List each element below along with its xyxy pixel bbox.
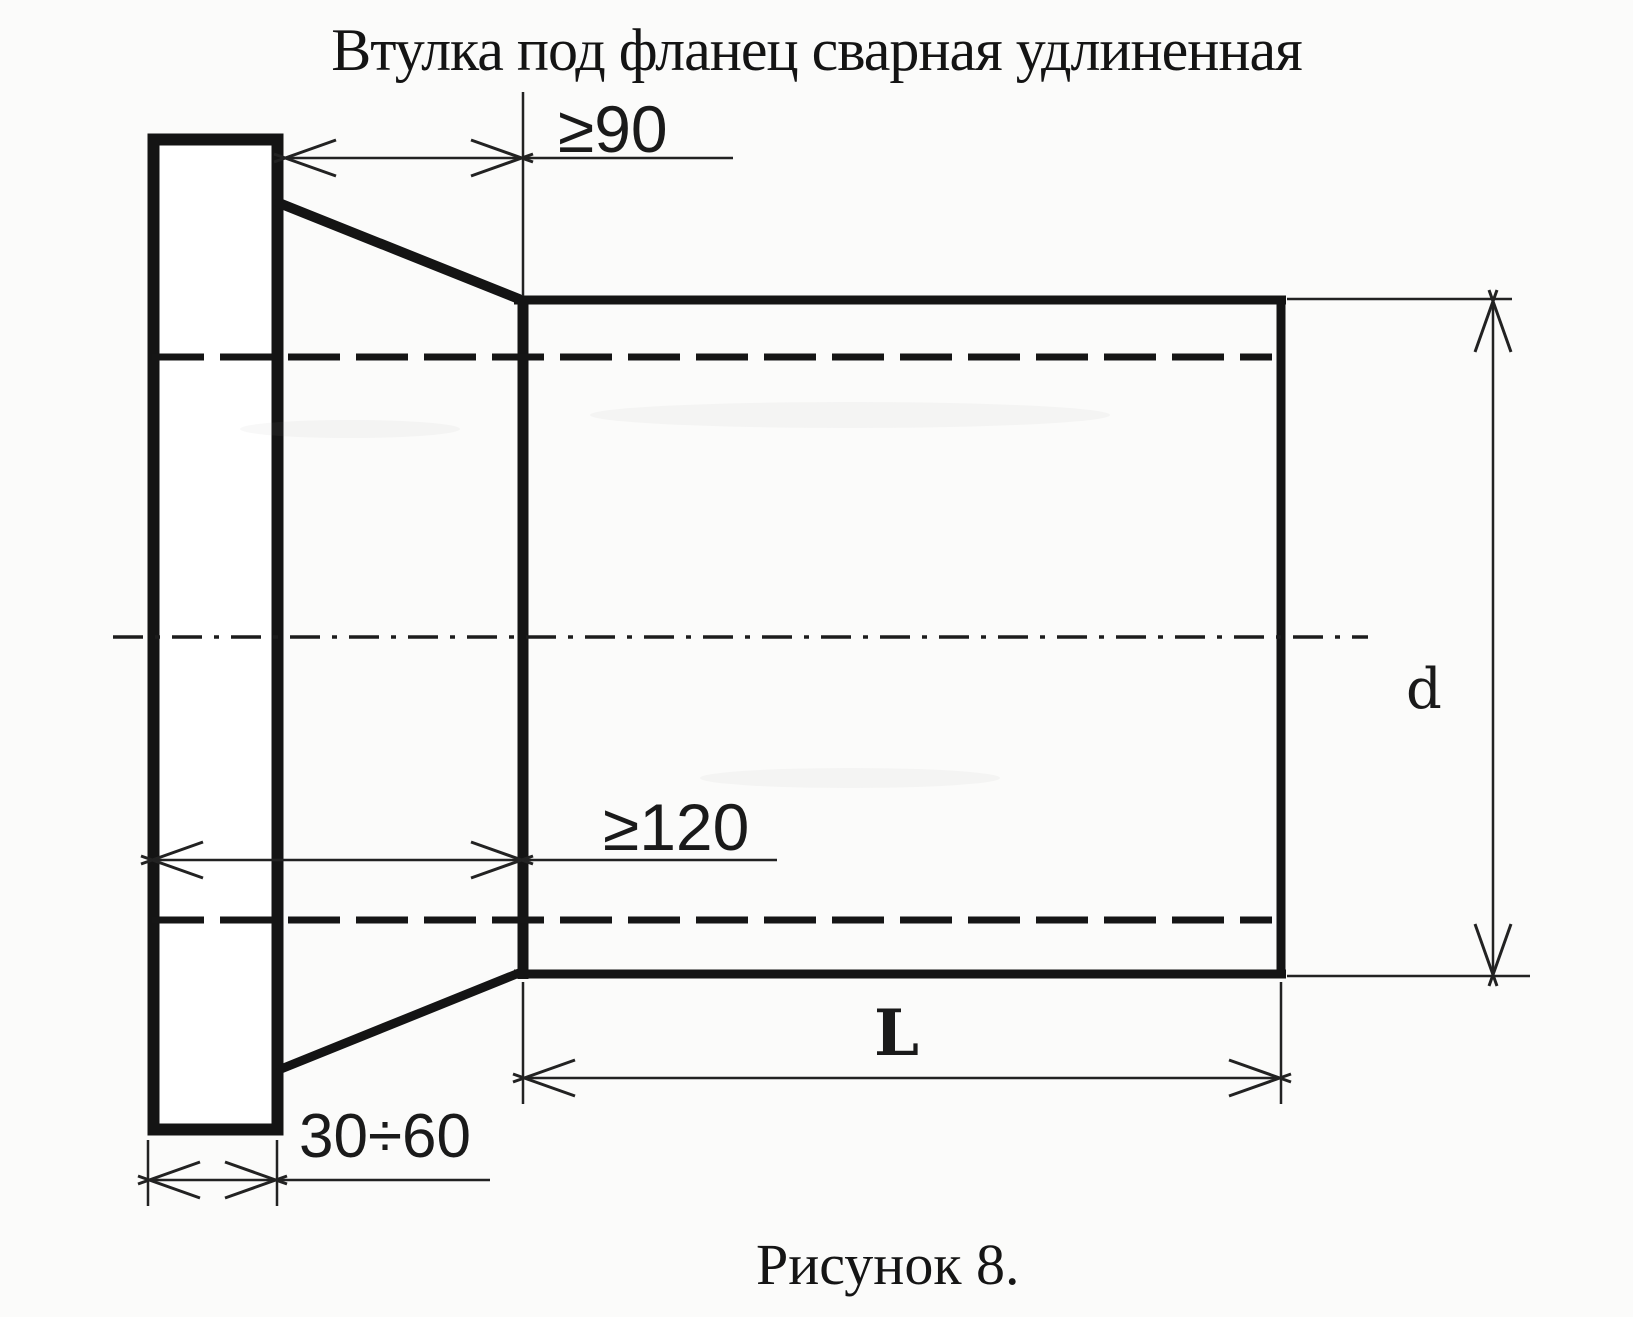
dimension-label-diameter: d <box>1406 657 1442 722</box>
cone-top-line <box>279 203 519 299</box>
figure-caption: Рисунок 8. <box>756 1232 1020 1297</box>
dimension-diameter <box>1287 290 1530 986</box>
dimension-label-flange-thickness: 30÷60 <box>299 1102 471 1171</box>
dimension-label-socket-depth: ≥120 <box>603 790 750 864</box>
dimension-label-pipe-length: L <box>874 996 919 1071</box>
flange-rect <box>154 140 278 1130</box>
dimension-label-taper-length: ≥90 <box>558 92 668 166</box>
drawing-title: Втулка под фланец сварная удлиненная <box>331 17 1302 83</box>
cone-bottom-line <box>281 973 519 1069</box>
flange-outline <box>154 140 278 1130</box>
